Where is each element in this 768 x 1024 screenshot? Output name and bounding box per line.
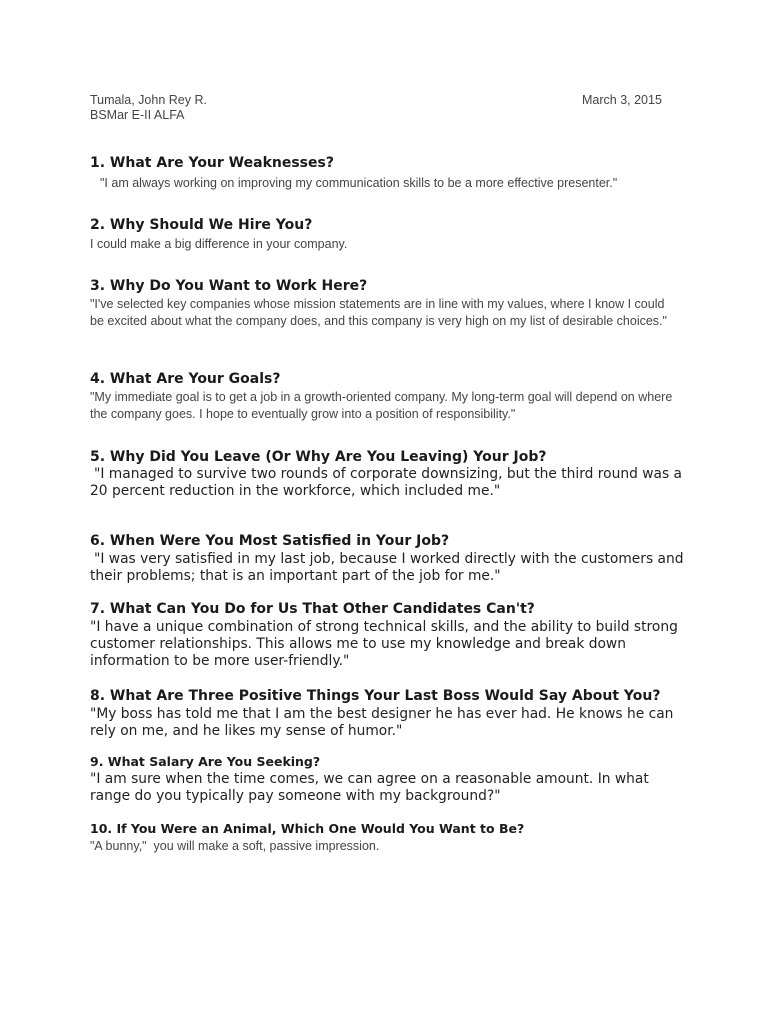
question-10: 10. If You Were an Animal, Which One Would You Want to Be? bbox=[90, 821, 525, 836]
answer-1: "I am always working on improving my communication skills to be a more effective presenter." bbox=[100, 176, 618, 190]
question-9: 9. What Salary Are You Seeking? bbox=[90, 754, 321, 769]
question-1: 1. What Are Your Weaknesses? bbox=[90, 155, 334, 171]
question-2: 2. Why Should We Hire You? bbox=[90, 217, 313, 233]
question-8: 8. What Are Three Positive Things Your Last Boss Would Say About You? bbox=[90, 688, 661, 704]
answer-7: "I have a unique combination of strong technical skills, and the ability to build strong customer relationships. This allows me to use my knowledge and break down information to be more user-friendly." bbox=[90, 619, 678, 669]
answer-9: "I am sure when the time comes, we can agree on a reasonable amount. In what range do you typically pay someone with my background?" bbox=[90, 771, 649, 804]
question-6: 6. When Were You Most Satisfied in Your Job? bbox=[90, 533, 450, 549]
question-5: 5. Why Did You Leave (Or Why Are You Leaving) Your Job? bbox=[90, 449, 547, 465]
student-name: Tumala, John Rey R. bbox=[90, 93, 207, 107]
answer-10: "A bunny," you will make a soft, passive impression. bbox=[90, 839, 380, 853]
student-course: BSMar E-II ALFA bbox=[90, 108, 185, 122]
answer-3: "I've selected key companies whose mission statements are in line with my values, where I know I could be excited about what the company does, and this company is very high on my list of desirable choices." bbox=[90, 297, 667, 328]
question-4: 4. What Are Your Goals? bbox=[90, 371, 281, 387]
question-3: 3. Why Do You Want to Work Here? bbox=[90, 278, 368, 294]
question-7: 7. What Can You Do for Us That Other Candidates Can't? bbox=[90, 601, 535, 617]
document-date: March 3, 2015 bbox=[582, 93, 662, 107]
answer-4: "My immediate goal is to get a job in a growth-oriented company. My long-term goal will depend on where the company goes. I hope to eventually grow into a position of responsibility." bbox=[90, 390, 673, 421]
answer-6: "I was very satisfied in my last job, because I worked directly with the customers and their problems; that is an important part of the job for me." bbox=[90, 551, 684, 584]
answer-5: "I managed to survive two rounds of corporate downsizing, but the third round was a 20 percent reduction in the workforce, which included me." bbox=[90, 466, 682, 499]
answer-2: I could make a big difference in your company. bbox=[90, 237, 348, 251]
answer-8: "My boss has told me that I am the best designer he has ever had. He knows he can rely on me, and he likes my sense of humor." bbox=[90, 706, 674, 739]
